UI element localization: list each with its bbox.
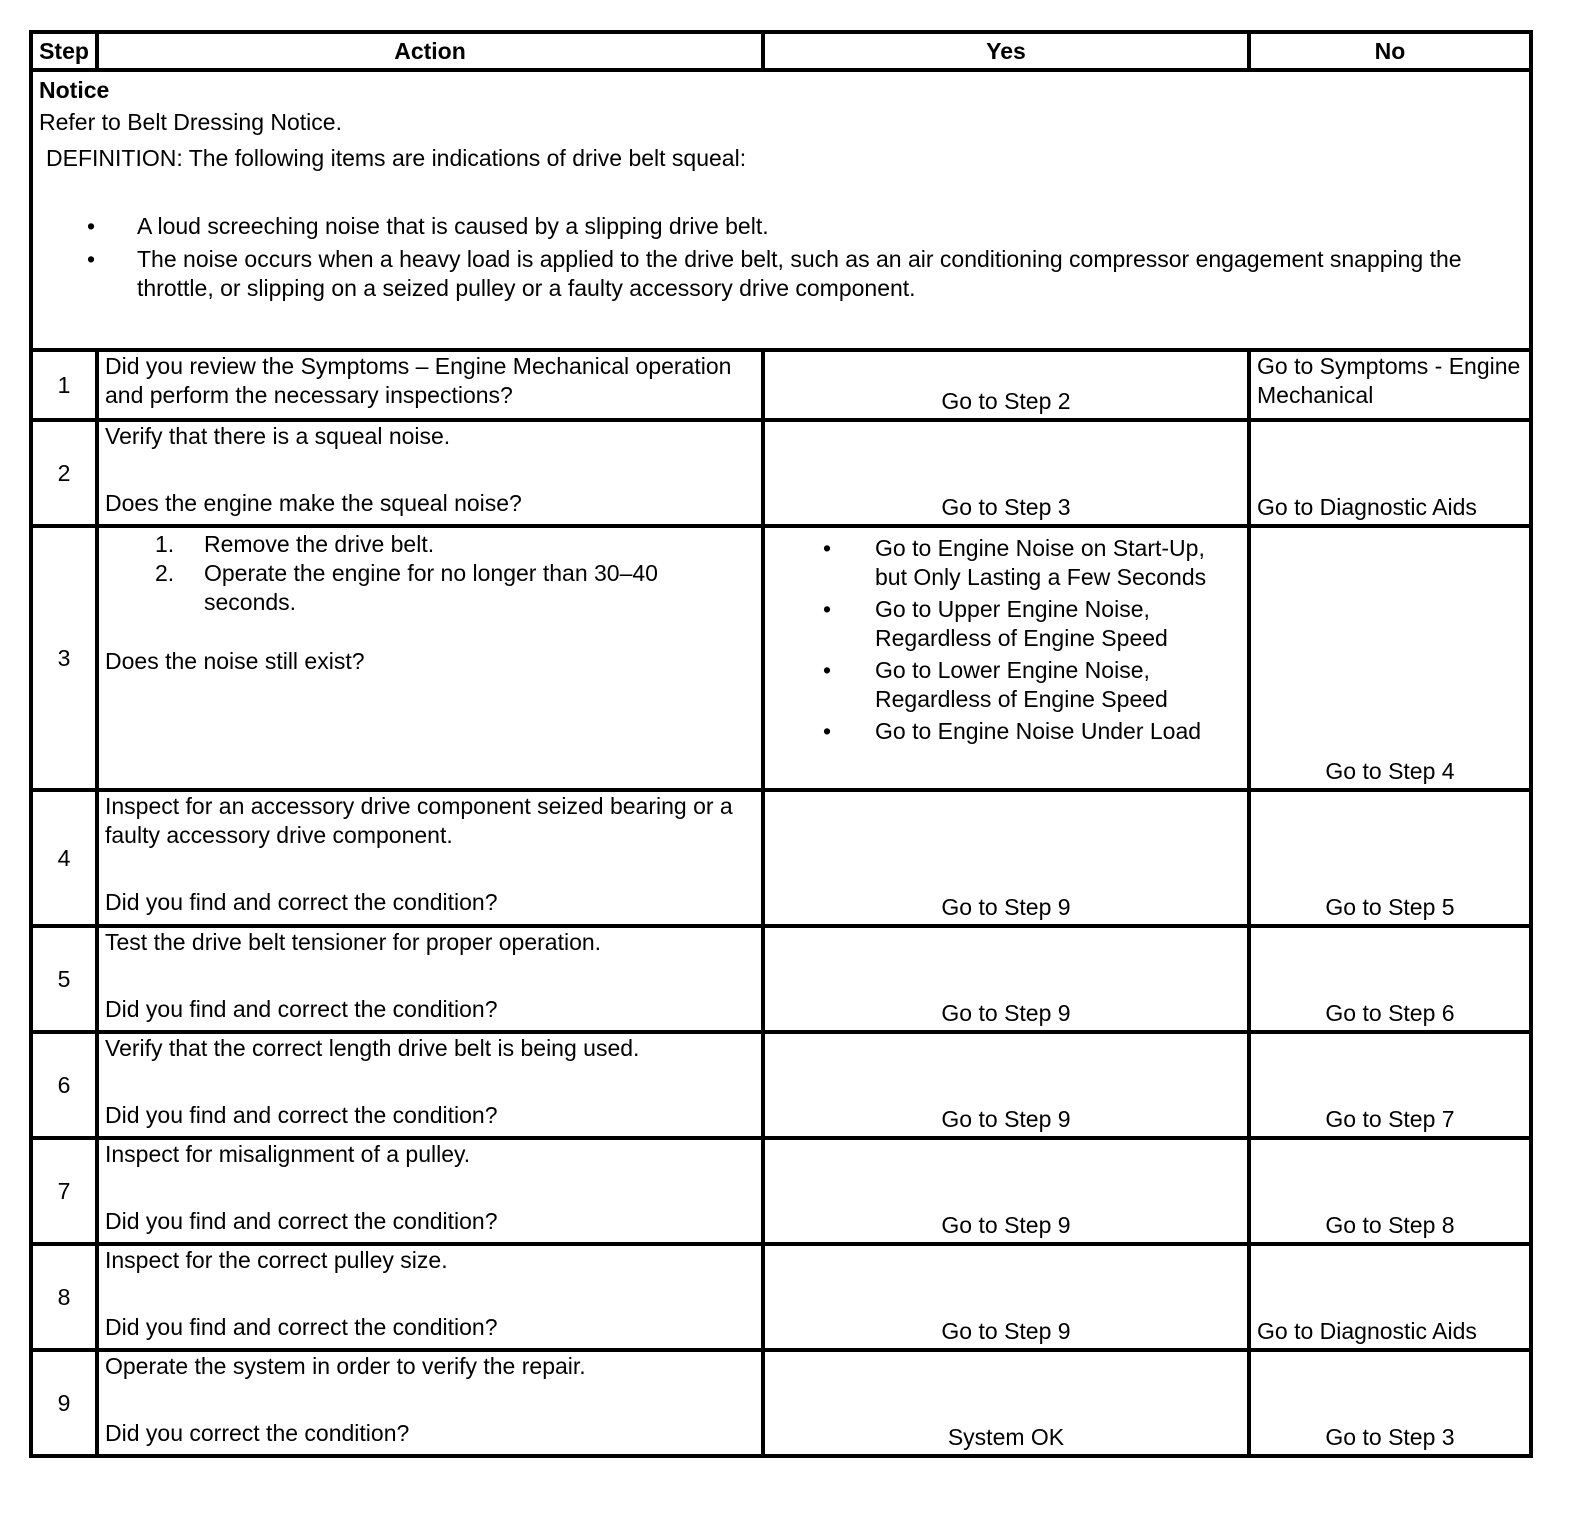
action-question: Did you correct the condition? [105,1420,410,1446]
notice-list-item: • A loud screeching noise that is caused by a slipping drive belt. [87,213,769,239]
no-cell: Go to Step 6 [1249,926,1531,1032]
yes-cell: Go to Step 9 [763,790,1249,926]
table-row [31,1244,1531,1350]
yes-cell: Go to Step 3 [763,420,1249,526]
action-step-item: 1. Remove the drive belt. [155,531,435,557]
action-instruction: Inspect for an accessory drive component seized bearing or a faulty accessory drive component. [105,793,733,848]
table-row [31,926,1531,1032]
table-row [31,1138,1531,1244]
notice-definition: DEFINITION: The following items are indications of drive belt squeal: [46,145,747,171]
action-question: Does the engine make the squeal noise? [105,490,522,516]
yes-list-item: • Go to Engine Noise on Start-Up, but Only Lasting a Few Seconds [823,535,1207,590]
table-row [31,350,1531,420]
action-question: Did you find and correct the condition? [105,889,498,915]
yes-cell: Go to Step 9 [763,1244,1249,1350]
action-step-item: 2. Operate the engine for no longer than 30–40 seconds. [155,560,658,615]
no-cell: Go to Diagnostic Aids [1249,1244,1531,1350]
step-number: 7 [31,1138,97,1244]
action-cell [97,420,763,526]
step-number: 5 [31,926,97,1032]
bullet-icon: • [823,535,832,561]
yes-cell: Go to Step 9 [763,1032,1249,1138]
yes-cell: Go to Step 9 [763,926,1249,1032]
notice-title: Notice [39,77,110,103]
no-cell: Go to Step 7 [1249,1032,1531,1138]
no-cell: Go to Step 3 [1249,1350,1531,1456]
bullet-icon: • [87,213,96,239]
table-row [31,1032,1531,1138]
bullet-icon: • [87,246,96,272]
action-question: Did you find and correct the condition? [105,1314,498,1340]
action-question: Did you find and correct the condition? [105,996,498,1022]
step-number: 3 [31,526,97,790]
notice-list-item: • The noise occurs when a heavy load is applied to the drive belt, such as an air conditioning compressor engagement snapping the throttle, or slipping on a seized pulley or a faulty accessory drive component. [87,246,1462,301]
bullet-icon: • [823,718,832,744]
header-step: Step [31,32,97,70]
action-cell [97,526,763,790]
header-action: Action [97,32,763,70]
notice-reference: Refer to Belt Dressing Notice. [39,109,342,135]
diagnostic-table [29,30,1533,1458]
no-cell: Go to Step 5 [1249,790,1531,926]
step-number: 1 [31,350,97,420]
action-instruction: Test the drive belt tensioner for proper operation. [105,929,602,955]
yes-cell: Go to Step 9 [763,1138,1249,1244]
action-instruction: Inspect for misalignment of a pulley. [105,1141,471,1167]
action-question: Did you find and correct the condition? [105,1208,498,1234]
action-cell [97,1138,763,1244]
bullet-icon: • [823,657,832,683]
action-instruction: Operate the system in order to verify the repair. [105,1353,586,1379]
action-cell [97,1350,763,1456]
yes-list-item: • Go to Upper Engine Noise, Regardless of Engine Speed [823,596,1168,651]
header-yes: Yes [763,32,1249,70]
table-row [31,526,1531,790]
yes-list-item: • Go to Lower Engine Noise, Regardless of Engine Speed [823,657,1168,712]
notice-list [39,212,1523,303]
yes-cell: System OK [763,1350,1249,1456]
table-row [31,420,1531,526]
action-instruction: Verify that there is a squeal noise. [105,423,451,449]
bullet-icon: • [823,596,832,622]
yes-cell [763,526,1249,790]
action-question: Did you find and correct the condition? [105,1102,498,1128]
step-number: 2 [31,420,97,526]
no-cell: Go to Step 8 [1249,1138,1531,1244]
no-cell: Go to Diagnostic Aids [1249,420,1531,526]
yes-cell: Go to Step 2 [763,350,1249,420]
step-number: 8 [31,1244,97,1350]
header-row [31,32,1531,70]
action-cell [97,1244,763,1350]
yes-list [771,534,1241,746]
action-instruction: Verify that the correct length drive belt is being used. [105,1035,640,1061]
step-number: 6 [31,1032,97,1138]
action-cell [97,790,763,926]
yes-list-item: • Go to Engine Noise Under Load [823,718,1202,744]
notice-cell [31,70,1531,350]
no-cell: Go to Step 4 [1249,526,1531,790]
action-question: Does the noise still exist? [105,648,365,674]
step-number: 4 [31,790,97,926]
action-cell [97,926,763,1032]
action-steps-list [105,530,755,617]
step-number: 9 [31,1350,97,1456]
header-no: No [1249,32,1531,70]
action-cell: Did you review the Symptoms – Engine Mechanical operation and perform the necessary inspections? [97,350,763,420]
action-instruction: Inspect for the correct pulley size. [105,1247,448,1273]
table-row [31,1350,1531,1456]
notice-row [31,70,1531,350]
no-cell: Go to Symptoms - Engine Mechanical [1249,350,1531,420]
table-row [31,790,1531,926]
action-cell [97,1032,763,1138]
